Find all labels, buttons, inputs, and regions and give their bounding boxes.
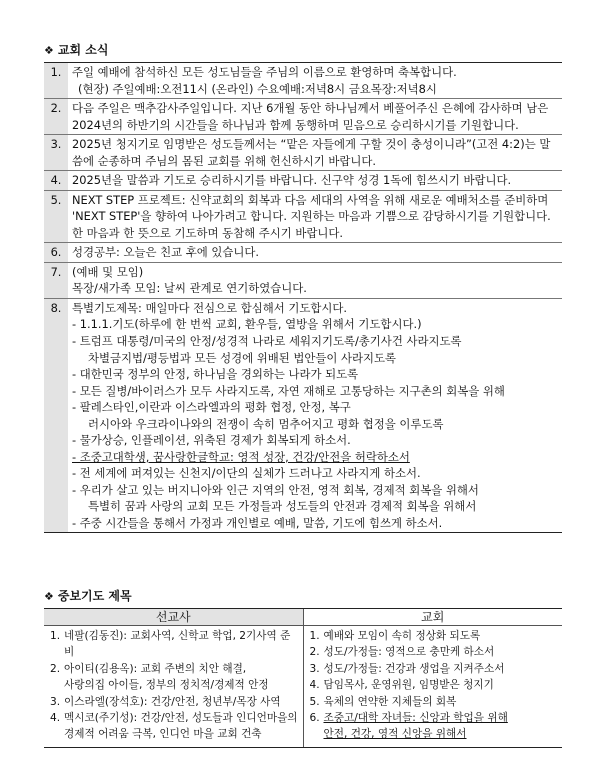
news-number: 1. (44, 63, 68, 98)
missionary-item (50, 710, 299, 726)
item-text: 육체의 연약한 지체들의 회복 (323, 695, 457, 708)
diamond-bullet-icon: ❖ (44, 43, 54, 57)
church-item (310, 661, 559, 677)
news-row-7 (44, 263, 562, 299)
church-item (310, 710, 559, 726)
special-prayer-item: - 트럼프 대통령/미국의 안정/성경적 나라로 세워지기도록/총기사건 사라지도록 (72, 333, 462, 348)
church-column (304, 626, 563, 747)
church-column-header: 교회 (421, 610, 445, 624)
missionary-item (50, 694, 299, 710)
news-number: 4. (44, 171, 68, 190)
item-text: 조중고/대학 자녀들: 신앙과 학업을 위해 (323, 712, 508, 725)
news-text: 2025년 청지기로 임명받은 성도들께서는 “맡은 자들에게 구할 것이 충성이니라”(고전 4:2)는 말씀에 순종하며 주님의 몸된 교회를 위해 헌신하시기 바랍니다. (72, 137, 551, 168)
special-prayer-item: - 물가상승, 인플레이션, 위축된 경제가 회복되게 하소서. (72, 433, 351, 448)
item-text: 담임목사, 운영위원, 임명받은 청지기 (323, 679, 494, 692)
news-text: 다음 주일은 맥추감사주일입니다. 지난 6개월 동안 하나님께서 베풀어주신 은혜에 감사하며 남은 2024년의 하반기의 시간들을 하나님과 함께 동행하며 믿음으로 승리하시기를 기원합니다. (72, 101, 549, 132)
news-text: 성경공부: 오늘은 친교 후에 있습니다. (72, 245, 259, 260)
item-text: 예배와 모임이 속히 정상화 되도록 (323, 630, 481, 642)
news-row-8 (44, 299, 562, 532)
section-title: 중보기도 제목 (57, 589, 132, 603)
news-text: (예배 및 모임) (72, 264, 144, 279)
special-prayer-item: - 팔레스타인,이란과 이스라엘과의 평화 협정, 안정, 복구 (72, 400, 351, 415)
missionary-column (44, 626, 304, 747)
item-number: 2. (309, 646, 320, 659)
special-prayer-item: - 우리가 살고 있는 버지니아와 인근 지역의 안전, 영적 회복, 경제적 회복을 위해서 (72, 482, 479, 497)
item-text: 멕시코(주기성): 건강/안전, 성도들과 인디언마을의 (64, 712, 298, 725)
church-item (310, 628, 559, 644)
news-number: 5. (44, 191, 68, 243)
diamond-bullet-icon: ❖ (44, 589, 54, 603)
church-item (310, 644, 559, 660)
section-heading-intercession (44, 588, 132, 605)
news-row-4 (44, 171, 562, 191)
item-number: 2. (50, 662, 61, 675)
special-prayer-item-cont: 차별금지법/평등법과 모든 성경에 위배된 법안들이 사라지도록 (88, 350, 397, 365)
special-prayer-item: - 1.1.1.기도(하루에 한 번씩 교회, 환우들, 열방을 위해서 기도합시다.) (72, 317, 422, 332)
item-number: 3. (309, 662, 320, 675)
item-text: 성도/가정들: 영적으로 충만케 하소서 (323, 646, 495, 659)
item-number: 3. (50, 695, 61, 708)
news-text: (현장) 주일예배:오전11시 (온라인) 수요예배:저녁8시 금요목장:저녁8시 (78, 81, 437, 96)
news-number: 7. (44, 263, 68, 298)
section-heading-church-news (44, 42, 108, 59)
intercession-table (44, 608, 562, 748)
section-title: 교회 소식 (57, 43, 109, 57)
news-text: 2025년을 말씀과 기도로 승리하시기를 바랍니다. 신구약 성경 1독에 힘쓰시기 바랍니다. (72, 173, 512, 188)
news-row-1 (44, 63, 562, 99)
news-row-5 (44, 191, 562, 244)
item-text: 이스라엘(장석호): 건강/안전, 청년부/목장 사역 (64, 695, 281, 708)
item-number: 6. (309, 712, 320, 725)
missionary-item (50, 628, 299, 661)
item-text-cont: 경제적 어려움 극복, 인디언 마을 교회 건축 (64, 728, 262, 741)
special-prayer-item-cont: 러시아와 우크라이나와의 전쟁이 속히 멈추어지고 평화 협정을 이루도록 (88, 416, 444, 431)
news-row-3 (44, 135, 562, 171)
news-number: 6. (44, 243, 68, 262)
news-text: 주일 예배에 참석하신 모든 성도님들을 주님의 이름으로 환영하며 축복합니다. (72, 65, 457, 79)
missionary-column-header: 선교사 (44, 609, 304, 625)
news-text: 목장/새가족 모임: 날씨 관계로 연기하였습니다. (72, 281, 307, 296)
item-number: 5. (309, 695, 320, 708)
church-item (310, 677, 559, 693)
church-item (310, 694, 559, 710)
item-number: 4. (309, 679, 320, 692)
item-text-cont: 안전, 건강, 영적 신앙을 위해서 (323, 728, 467, 741)
special-prayer-item: - 전 세계에 퍼져있는 신천지/이단의 실체가 드러나고 사라지게 하소서. (72, 466, 421, 481)
item-number: 1. (50, 630, 61, 642)
item-text: 네팔(김동진): 교회사역, 신학교 학업, 2기사역 준비 (64, 630, 291, 659)
special-prayer-item: - 모든 질병/바이러스가 모두 사라지도록, 자연 재해로 고통당하는 지구촌의 회복을 위해 (72, 383, 505, 398)
news-text: NEXT STEP 프로젝트: 신약교회의 회복과 다음 세대의 사역을 위해 새로운 예배처소를 준비하며 'NEXT STEP'을 향하여 나아가려고 합니다. 지원하는 마음과 기쁨으로 감당하시기를 기원합니다. 한 마음과 한 뜻으로 기도하며 동참해 주시기 바랍니다. (72, 192, 551, 240)
item-text-cont: 사랑의집 아이들, 정부의 정치적/경제적 안정 (64, 679, 269, 692)
special-prayer-item: - 대한민국 정부의 안정, 하나님을 경외하는 나라가 되도록 (72, 367, 359, 382)
missionary-item (50, 661, 299, 677)
news-number: 8. (44, 299, 68, 532)
church-news-table (44, 62, 562, 533)
item-text: 아이티(김용옥): 교회 주변의 치안 해결, (64, 662, 247, 675)
special-prayer-item-cont: 특별히 꿈과 사랑의 교회 모든 가정들과 성도들의 안전과 경제적 회복을 위해서 (88, 499, 477, 514)
item-number: 4. (50, 712, 61, 725)
news-number: 3. (44, 135, 68, 170)
item-text: 성도/가정들: 건강과 생업을 지켜주소서 (323, 662, 505, 675)
special-prayer-item: - 조중고대학생, 꿈사랑한글학교: 영적 성장, 건강/안전을 허락하소서 (72, 449, 410, 464)
news-row-6 (44, 243, 562, 263)
special-prayer-intro: 특별기도제목: 매일마다 전심으로 합심해서 기도합시다. (72, 300, 348, 315)
item-number: 1. (309, 630, 320, 642)
special-prayer-item: - 주중 시간들을 통해서 가정과 개인별로 예배, 말씀, 기도에 힘쓰게 하소서. (72, 515, 443, 530)
news-row-2 (44, 99, 562, 135)
news-number: 2. (44, 99, 68, 134)
